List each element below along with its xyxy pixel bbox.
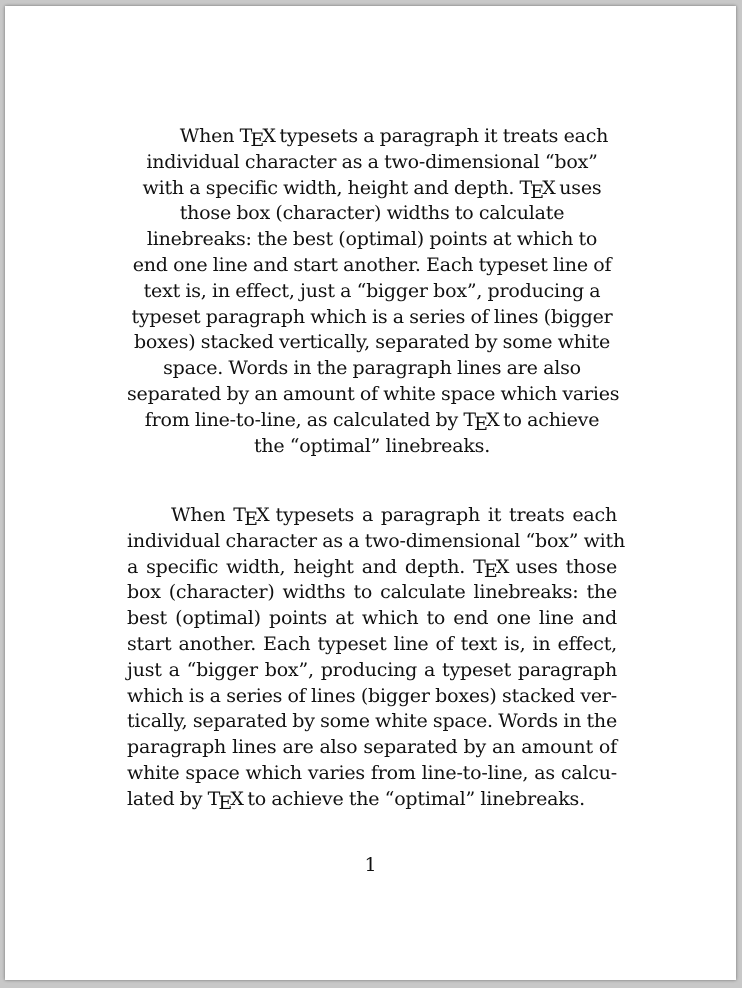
centered_paragraph-line: the “optimal” linebreaks. [253,434,491,457]
centered_paragraph-line: space. Words in the paragraph lines are also [163,357,581,380]
justified_paragraph-line: box (character) widths to calculate linebreaks: the [127,581,617,604]
justified_paragraph-line: individual character as a two-dimensional “box” with [127,529,625,552]
tex-logo: TEX [473,555,508,582]
centered_paragraph-line: from line-to-line, as calculated by TEX to achieve [144,408,600,435]
document-page [5,6,736,980]
justified_paragraph-line: paragraph lines are also separated by an amount of [127,736,617,759]
justified_paragraph-line: lated by TEX to achieve the “optimal” linebreaks. [127,787,585,814]
tex-logo: TEX [233,504,268,531]
centered_paragraph-line: individual character as a two-dimensional “box” [146,150,598,173]
justified_paragraph-line: When TEX typesets a paragraph it treats each [171,504,617,531]
centered_paragraph-line: typeset paragraph which is a series of lines (bigger [131,305,613,328]
centered_paragraph-line: end one line and start another. Each typeset line of [132,253,612,276]
tex-logo: TEX [463,408,498,435]
justified_paragraph-line: best (optimal) points at which to end one line and [127,607,617,630]
centered-paragraph [127,124,620,459]
page-number: 1 [364,854,377,876]
centered_paragraph-line: When TEX typesets a paragraph it treats each [179,125,609,152]
justified_paragraph-line: white space which varies from line-to-line, as calcu- [127,761,617,784]
justified_paragraph-line: tically, separated by some white space. Words in the [127,710,618,733]
justified_paragraph-line: start another. Each typeset line of text is, in effect, [127,632,617,655]
centered_paragraph-line: those box (character) widths to calculate [179,202,565,225]
tex-logo: TEX [519,176,554,203]
justified-paragraph [127,503,625,814]
centered_paragraph-line: separated by an amount of white space which varies [127,382,620,405]
justified_paragraph-line: just a “bigger box”, producing a typeset paragraph [127,658,617,681]
justified_paragraph-line: which is a series of lines (bigger boxes) stacked ver- [127,684,617,707]
centered_paragraph-line: linebreaks: the best (optimal) points at which to [146,228,598,251]
centered_paragraph-line: boxes) stacked vertically, separated by some white [133,331,611,354]
centered_paragraph-line: text is, in effect, just a “bigger box”, producing a [143,279,601,302]
tex-logo: TEX [207,787,243,814]
tex-logo: TEX [239,125,274,152]
justified_paragraph-line: a specific width, height and depth. TEX uses those [127,555,617,582]
centered_paragraph-line: with a specific width, height and depth. TEX uses [142,176,602,203]
